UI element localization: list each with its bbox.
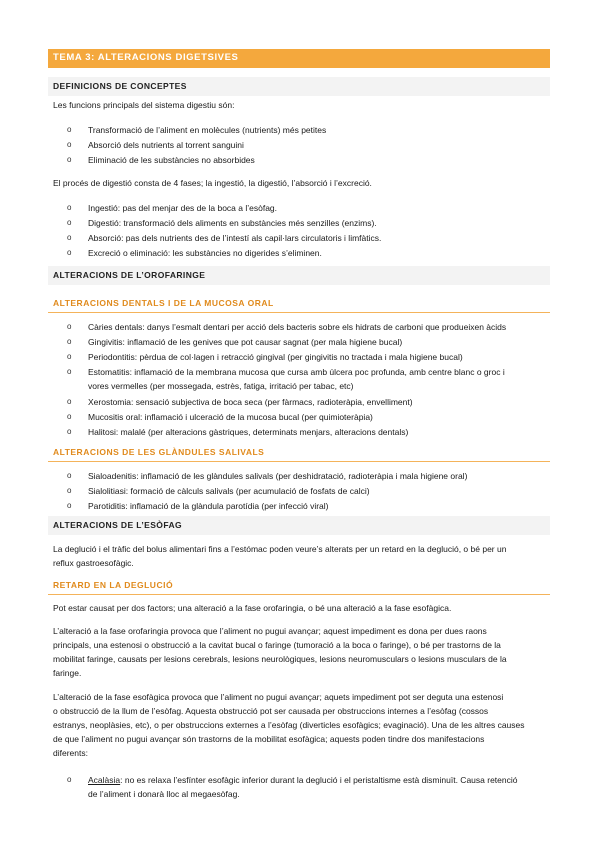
list-item: Mucositis oral: inflamació i ulceració de la mucosa bucal (per quimioteràpia) xyxy=(88,412,373,422)
list-item: Sialolitiasi: formació de càlculs salivals (per acumulació de fosfats de calci) xyxy=(88,486,370,496)
paragraph-line: o obstrucció de la llum de l’esòfag. Aquesta obstrucció pot ser causada per obstruccions internes a l’esòfag (cossos xyxy=(53,706,489,716)
bullet-icon: o xyxy=(67,412,72,421)
paragraph-line: mobilitat faringe, causats per lesions cerebrals, lesions neurològiques, lesions neuromusculars o lesions musculars de la xyxy=(53,654,507,664)
bullet-icon: o xyxy=(67,352,72,361)
section-title: ALTERACIONS DE L’OROFARINGE xyxy=(53,270,206,280)
list-item-continuation: de l’aliment i donarà lloc al megaesòfag. xyxy=(88,789,240,799)
subheading-glandules: ALTERACIONS DE LES GLÀNDULES SALIVALS xyxy=(53,447,265,457)
bullet-icon: o xyxy=(67,218,72,227)
divider xyxy=(48,461,550,462)
list-item: Ingestió: pas del menjar des de la boca a l’esòfag. xyxy=(88,203,278,213)
bullet-icon: o xyxy=(67,322,72,331)
list-item: Estomatitis: inflamació de la membrana mucosa que cursa amb úlcera poc profunda, amb centre blanc o groc i xyxy=(88,367,505,377)
bullet-icon: o xyxy=(67,233,72,242)
acalasia-term: Acalàsia xyxy=(88,775,121,785)
list-item: Absorció dels nutrients al torrent sanguini xyxy=(88,140,244,150)
list-item: Halitosi: malalé (per alteracions gàstriques, determinats menjars, alteracions dentals) xyxy=(88,427,409,437)
paragraph-line: principals, una estenosi o obstrucció a la cavitat bucal o faringe (tumoració a la boca o faringe), o bé per trastorns de la xyxy=(53,640,501,650)
title-bar xyxy=(48,49,550,68)
list-item: Gingivitis: inflamació de les genives que pot causar sagnat (per mala higiene bucal) xyxy=(88,337,403,347)
list-item: Càries dentals: danys l’esmalt dentari per acció dels bacteris sobre els hidrats de carboni que produeixen àcids xyxy=(88,322,507,332)
acalasia-text: : no es relaxa l’esfínter esofàgic inferior durant la deglució i el peristaltisme està disminuït. Causa retenció xyxy=(120,775,518,785)
list-item: Excreció o eliminació: les substàncies no digerides s’eliminen. xyxy=(88,248,322,258)
list-item-acalasia xyxy=(88,773,548,788)
divider xyxy=(48,312,550,313)
paragraph-line: faringe. xyxy=(53,668,82,678)
list-item: Parotiditis: inflamació de la glàndula parotídia (per infecció viral) xyxy=(88,501,329,511)
bullet-icon: o xyxy=(67,367,72,376)
subheading-dentals: ALTERACIONS DENTALS I DE LA MUCOSA ORAL xyxy=(53,298,274,308)
bullet-icon: o xyxy=(67,337,72,346)
intro-funcions: Les funcions principals del sistema digestiu són: xyxy=(53,100,235,110)
list-item: Digestió: transformació dels aliments en substàncies més senzilles (enzims). xyxy=(88,218,377,228)
paragraph-line: diferents: xyxy=(53,748,88,758)
section-title: ALTERACIONS DE L’ESÒFAG xyxy=(53,520,182,530)
section-esofag xyxy=(48,516,550,535)
bullet-icon: o xyxy=(67,248,72,257)
paragraph-line: de que l’aliment no pugui avançar són trastorns de la mobilitat esofàgica; aquests poden tindre dos manifestacions xyxy=(53,734,485,744)
bullet-icon: o xyxy=(67,397,72,406)
divider xyxy=(48,594,550,595)
bullet-icon: o xyxy=(67,203,72,212)
list-item: Absorció: pas dels nutrients des de l’intestí als capil·lars circulatoris i limfàtics. xyxy=(88,233,382,243)
bullet-icon: o xyxy=(67,427,72,436)
bullet-icon: o xyxy=(67,501,72,510)
bullet-icon: o xyxy=(67,125,72,134)
bullet-icon: o xyxy=(67,155,72,164)
bullet-icon: o xyxy=(67,486,72,495)
list-item: Xerostomia: sensació subjectiva de boca seca (per fàrmacs, radioteràpia, envelliment) xyxy=(88,397,413,407)
bullet-icon: o xyxy=(67,775,72,784)
paragraph-line: La deglució i el tràfic del bolus alimentari fins a l’estómac poden veure’s alterats per un retard en la deglució, o bé per un xyxy=(53,544,507,554)
paragraph-line: estranys, neoplàsies, etc), o per obstruccions externes a l’esòfag (diverticles esofàgics; evaginació). Una de les altres causes xyxy=(53,720,525,730)
intro-fases: El procés de digestió consta de 4 fases; la ingestió, la digestió, l’absorció i l’excreció. xyxy=(53,178,372,188)
bullet-icon: o xyxy=(67,140,72,149)
paragraph-line: L’alteració a la fase orofaringia provoca que l’aliment no pugui avançar; aquest impediment es dona per dues raons xyxy=(53,626,487,636)
list-item-continuation: vores vermelles (per mossegada, estrès, fatiga, irritació per tabac, etc) xyxy=(88,381,354,391)
section-title: DEFINICIONS DE CONCEPTES xyxy=(53,81,187,91)
list-item: Eliminació de les substàncies no absorbides xyxy=(88,155,255,165)
bullet-icon: o xyxy=(67,471,72,480)
list-item: Transformació de l’aliment en molècules (nutrients) més petites xyxy=(88,125,327,135)
paragraph-line: L’alteració de la fase esofàgica provoca que l’aliment no pugui avançar; aquets impediment pot ser deguta una estenosi xyxy=(53,692,504,702)
page-title: TEMA 3: ALTERACIONS DIGETSIVES xyxy=(53,52,239,63)
subheading-retard: RETARD EN LA DEGLUCIÓ xyxy=(53,580,174,590)
list-item: Periodontitis: pèrdua de col·lagen i retracció gingival (per gingivitis no tractada i mala higiene bucal) xyxy=(88,352,463,362)
paragraph-line: reflux gastroesofàgic. xyxy=(53,558,134,568)
list-item: Sialoadenitis: inflamació de les glàndules salivals (per deshidratació, radioteràpia i mala higiene oral) xyxy=(88,471,468,481)
paragraph-retard-1: Pot estar causat per dos factors; una alteració a la fase orofaringia, o bé una alteració a la fase esofàgica. xyxy=(53,603,452,613)
section-definicions xyxy=(48,77,550,96)
section-orofaringe xyxy=(48,266,550,285)
